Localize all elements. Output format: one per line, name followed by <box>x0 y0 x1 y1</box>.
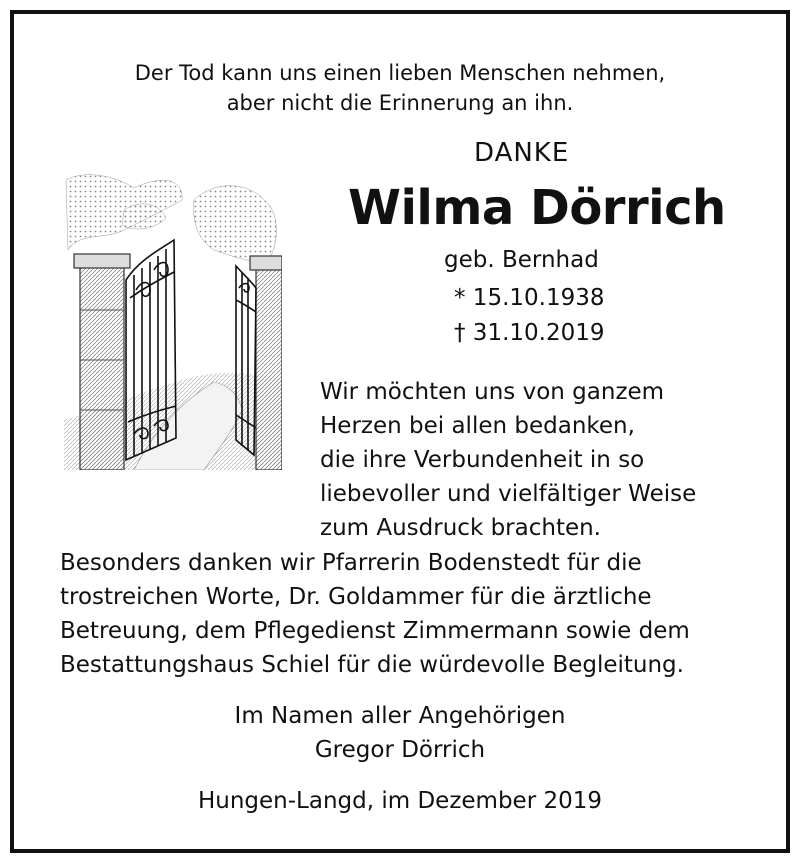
special-thanks-line-1: Besonders danken wir Pfarrerin Bodenstedt für die <box>60 550 642 576</box>
thanks-line-1: Wir möchten uns von ganzem <box>320 379 665 405</box>
heading-danke: DANKE <box>474 138 570 168</box>
signoff: Im Namen aller Angehörigen <box>234 703 566 729</box>
death-date: † 31.10.2019 <box>454 320 605 346</box>
thanks-line-3: die ihre Verbundenheit in so <box>320 447 645 473</box>
motto-line-2: aber nicht die Erinnerung an ihn. <box>226 91 574 115</box>
thanks-line-4: liebevoller und vielfältiger Weise <box>320 481 697 507</box>
signer-name: Gregor Dörrich <box>314 737 486 763</box>
place-date: Hungen-Langd, im Dezember 2019 <box>197 788 603 814</box>
thanks-line-5: zum Ausdruck brachten. <box>320 515 601 541</box>
special-thanks-line-2: trostreichen Worte, Dr. Goldammer für die ärztliche <box>60 584 652 610</box>
special-thanks-line-4: Bestattungshaus Schiel für die würdevolle Begleitung. <box>60 652 684 678</box>
deceased-name: Wilma Dörrich <box>348 180 726 236</box>
birth-date: * 15.10.1938 <box>454 285 605 311</box>
garden-gate-icon <box>64 170 282 470</box>
thanks-line-2: Herzen bei allen bedanken, <box>320 413 635 439</box>
birth-name: geb. Bernhad <box>444 247 599 273</box>
motto-line-1: Der Tod kann uns einen lieben Menschen nehmen, <box>134 61 666 85</box>
special-thanks-line-3: Betreuung, dem Pflegedienst Zimmermann sowie dem <box>60 618 690 644</box>
